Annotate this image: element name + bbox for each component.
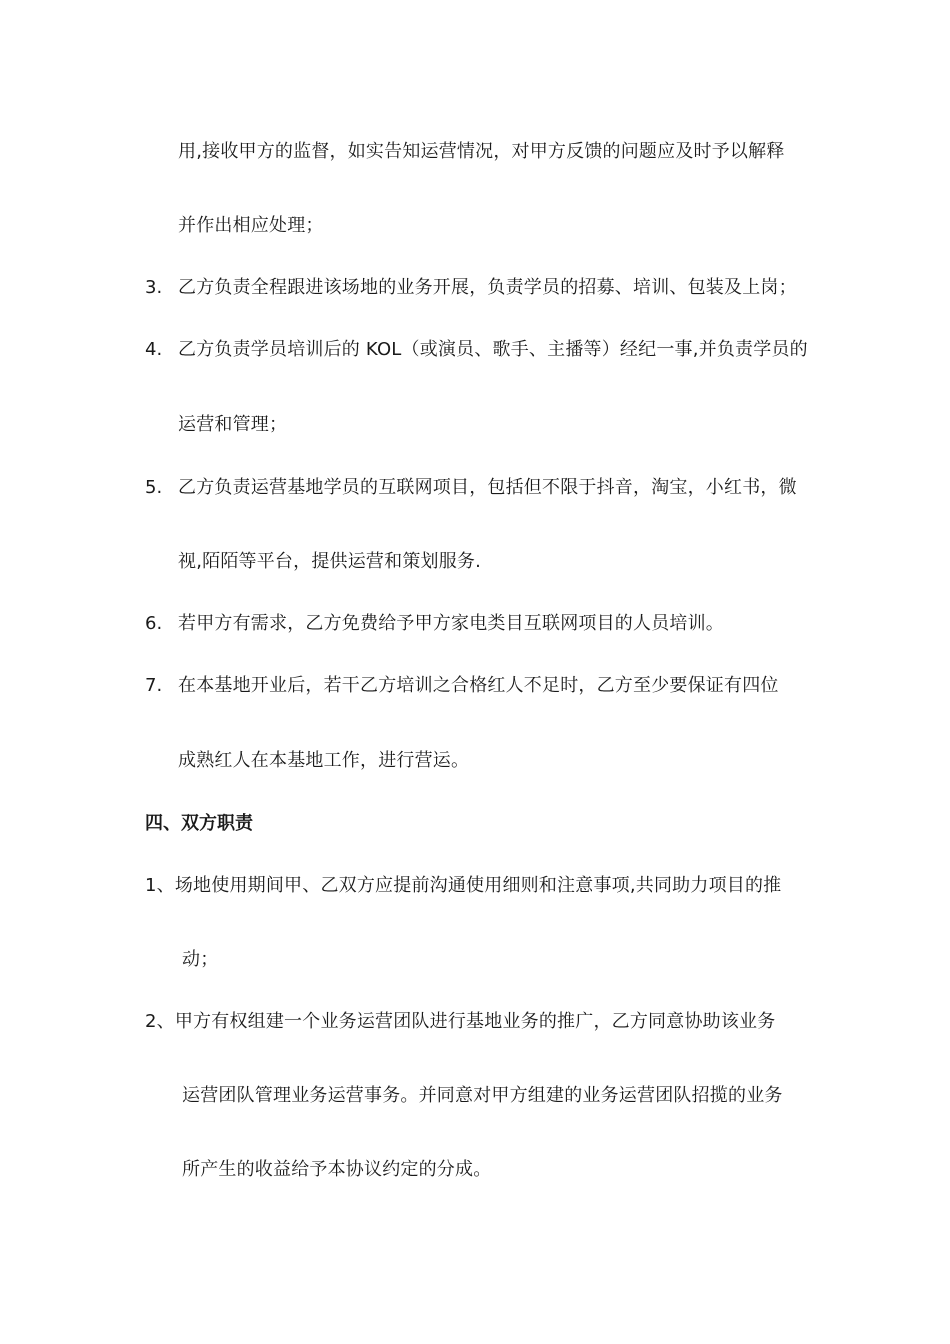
list-item-continuation: 运营和管理；: [178, 414, 288, 435]
list-item-text: 若甲方有需求，乙方免费给予甲方家电类目互联网项目的人员培训。: [178, 613, 724, 634]
list-item-continuation: 视,陌陌等平台，提供运营和策划服务.: [178, 551, 482, 572]
duty-item-continuation: 所产生的收益给予本协议约定的分成。: [182, 1159, 492, 1180]
duty-item-text: 1、场地使用期间甲、乙双方应提前沟通使用细则和注意事项,共同助力项目的推: [145, 875, 782, 896]
list-item-text: 乙方负责学员培训后的 KOL（或演员、歌手、主播等）经纪一事,并负责学员的: [178, 339, 808, 360]
duty-item-text: 2、甲方有权组建一个业务运营团队进行基地业务的推广，乙方同意协助该业务: [145, 1011, 776, 1032]
duty-item-continuation: 动；: [182, 949, 219, 970]
list-number: 5.: [145, 477, 163, 498]
list-item-text: 乙方负责运营基地学员的互联网项目，包括但不限于抖音，淘宝，小红书，微: [178, 477, 797, 498]
list-item-continuation: 成熟红人在本基地工作，进行营运。: [178, 750, 470, 771]
list-number: 6.: [145, 613, 163, 634]
list-number: 3.: [145, 277, 163, 298]
list-number: 4.: [145, 339, 163, 360]
paragraph-line: 并作出相应处理；: [178, 215, 324, 236]
paragraph-line: 用,接收甲方的监督，如实告知运营情况，对甲方反馈的问题应及时予以解释: [178, 141, 785, 162]
section-heading: 四、双方职责: [145, 813, 253, 834]
list-item-text: 乙方负责全程跟进该场地的业务开展，负责学员的招募、培训、包装及上岗；: [178, 277, 797, 298]
list-item-text: 在本基地开业后，若干乙方培训之合格红人不足时，乙方至少要保证有四位: [178, 675, 779, 696]
list-number: 7.: [145, 675, 163, 696]
duty-item-continuation: 运营团队管理业务运营事务。并同意对甲方组建的业务运营团队招揽的业务: [182, 1085, 783, 1106]
